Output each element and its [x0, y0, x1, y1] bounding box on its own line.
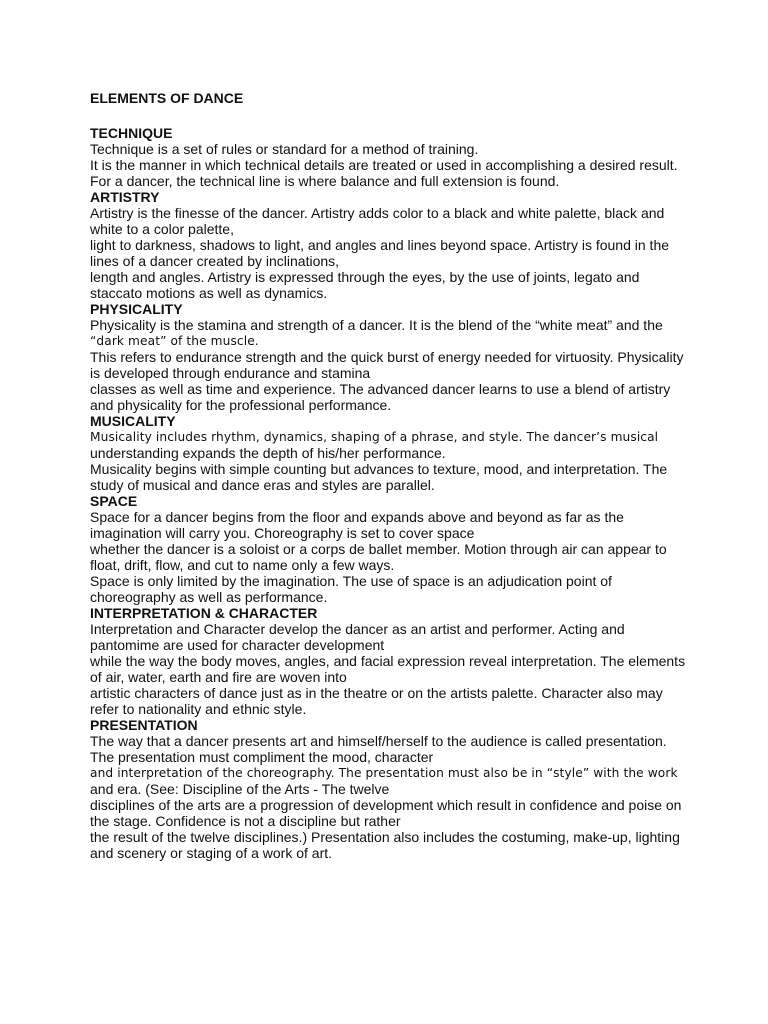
paragraph-line: is developed through endurance and stamina — [90, 365, 371, 381]
paragraph-line: and interpretation of the choreography. The presentation must also be in “style” with the work — [90, 766, 678, 780]
section-technique — [90, 125, 690, 189]
paragraph-line: disciplines of the arts are a progression of development which result in confidence and poise on — [90, 797, 682, 813]
paragraph-line: choreography as well as performance. — [90, 589, 328, 605]
paragraph-line: white to a color palette, — [90, 221, 234, 237]
paragraph-line: Musicality includes rhythm, dynamics, shaping of a phrase, and style. The dancer’s musical — [90, 430, 659, 444]
section-presentation — [90, 717, 690, 861]
section-heading: ARTISTRY — [90, 189, 160, 205]
section-heading: PRESENTATION — [90, 717, 198, 733]
section-interpretation-character — [90, 605, 690, 717]
section-heading: SPACE — [90, 493, 138, 509]
paragraph-line: while the way the body moves, angles, and facial expression reveal interpretation. The elements — [90, 653, 686, 669]
paragraph-line: length and angles. Artistry is expressed through the eyes, by the use of joints, legato and — [90, 269, 640, 285]
paragraph-line: Space is only limited by the imagination. The use of space is an adjudication point of — [90, 573, 612, 589]
paragraph-line: classes as well as time and experience. The advanced dancer learns to use a blend of artistry — [90, 381, 671, 397]
paragraph-line: The presentation must compliment the mood, character — [90, 749, 434, 765]
paragraph-line: The way that a dancer presents art and himself/herself to the audience is called presentation. — [90, 733, 667, 749]
section-musicality — [90, 413, 690, 493]
section-heading: TECHNIQUE — [90, 125, 173, 141]
section-heading: PHYSICALITY — [90, 301, 183, 317]
paragraph-line: lines of a dancer created by inclinations, — [90, 253, 340, 269]
section-space — [90, 493, 690, 605]
paragraph-line: imagination will carry you. Choreography is set to cover space — [90, 525, 475, 541]
paragraph-line: It is the manner in which technical details are treated or used in accomplishing a desired result. — [90, 157, 678, 173]
paragraph-line: Interpretation and Character develop the dancer as an artist and performer. Acting and — [90, 621, 625, 637]
paragraph-line: understanding expands the depth of his/her performance. — [90, 445, 446, 461]
paragraph-line: study of musical and dance eras and styles are parallel. — [90, 477, 435, 493]
section-heading: INTERPRETATION & CHARACTER — [90, 605, 318, 621]
paragraph-line: of air, water, earth and fire are woven into — [90, 669, 347, 685]
paragraph-line: float, drift, flow, and cut to name only a few ways. — [90, 557, 395, 573]
paragraph-line: Physicality is the stamina and strength of a dancer. It is the blend of the “white meat” and the — [90, 317, 663, 333]
paragraph-line: “dark meat” of the muscle. — [90, 334, 259, 348]
paragraph-line: Technique is a set of rules or standard for a method of training. — [90, 141, 479, 157]
paragraph-line: refer to nationality and ethnic style. — [90, 701, 307, 717]
paragraph-line: staccato motions as well as dynamics. — [90, 285, 328, 301]
paragraph-line: light to darkness, shadows to light, and angles and lines beyond space. Artistry is found in the — [90, 237, 670, 253]
document-title: ELEMENTS OF DANCE — [90, 90, 244, 106]
paragraph-line: artistic characters of dance just as in the theatre or on the artists palette. Character also may — [90, 685, 663, 701]
paragraph-line: Musicality begins with simple counting but advances to texture, mood, and interpretation. The — [90, 461, 668, 477]
section-heading: MUSICALITY — [90, 413, 176, 429]
paragraph-line: For a dancer, the technical line is where balance and full extension is found. — [90, 173, 560, 189]
paragraph-line: the result of the twelve disciplines.) Presentation also includes the costuming, make-up, lighting — [90, 829, 680, 845]
paragraph-line: This refers to endurance strength and the quick burst of energy needed for virtuosity. Physicality — [90, 349, 684, 365]
paragraph-line: and scenery or staging of a work of art. — [90, 845, 333, 861]
paragraph-line: and physicality for the professional performance. — [90, 397, 392, 413]
paragraph-line: Artistry is the finesse of the dancer. Artistry adds color to a black and white palette, black and — [90, 205, 665, 221]
paragraph-line: Space for a dancer begins from the floor and expands above and beyond as far as the — [90, 509, 624, 525]
paragraph-line: whether the dancer is a soloist or a corps de ballet member. Motion through air can appear to — [90, 541, 667, 557]
document-page — [90, 89, 690, 861]
paragraph-line: and era. (See: Discipline of the Arts - The twelve — [90, 781, 390, 797]
paragraph-line: pantomime are used for character development — [90, 637, 385, 653]
section-artistry — [90, 189, 690, 301]
section-physicality — [90, 301, 690, 413]
paragraph-line: the stage. Confidence is not a discipline but rather — [90, 813, 401, 829]
